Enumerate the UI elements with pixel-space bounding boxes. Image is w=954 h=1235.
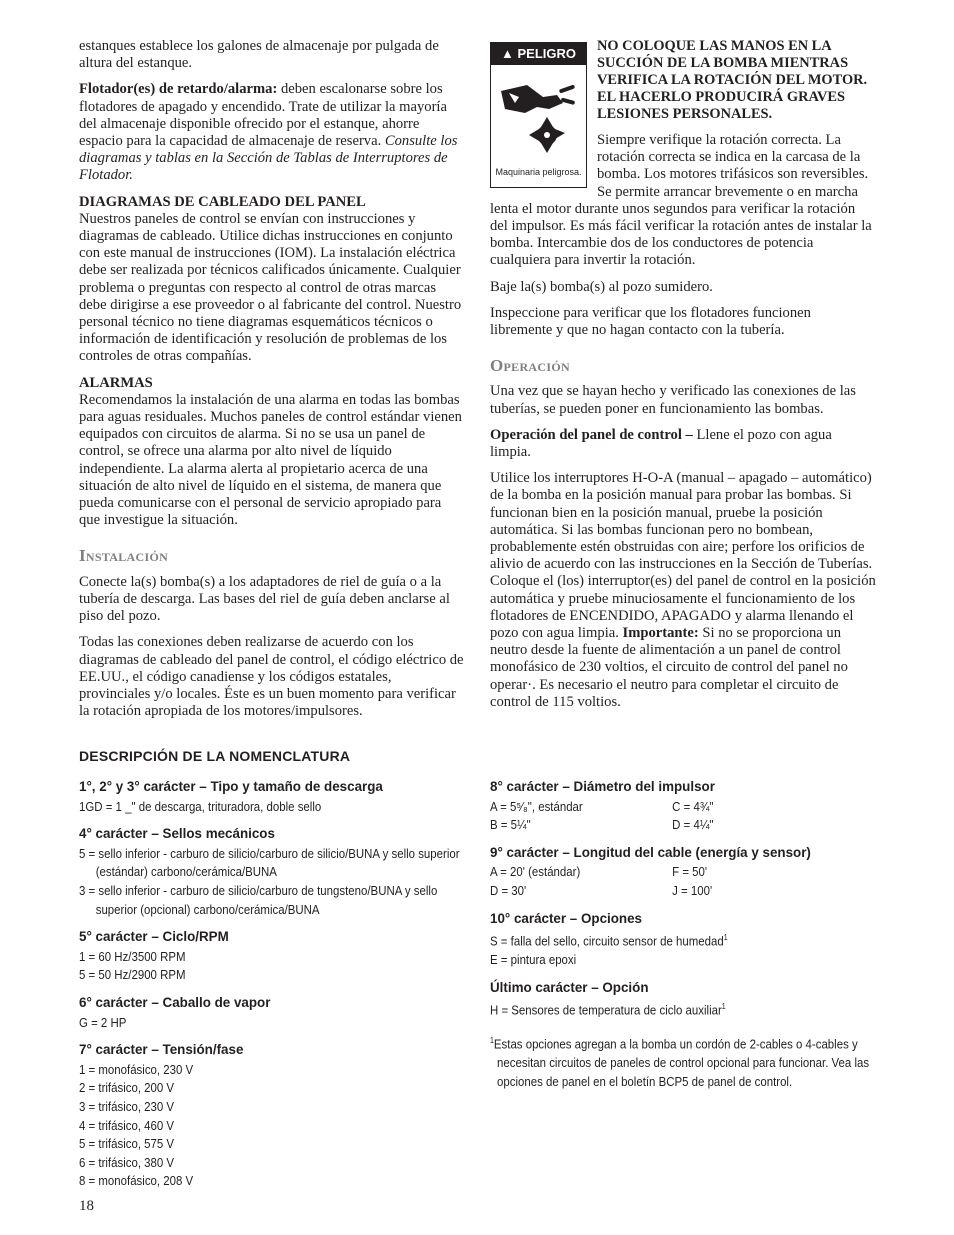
control-panel-operation-text: Llene el pozo con agua limpia.	[490, 426, 832, 461]
options-group	[490, 910, 890, 970]
nomenclature-group	[79, 928, 479, 985]
nomenclature-right-column	[490, 778, 890, 1091]
danger-banner	[491, 43, 586, 65]
page-number: 18	[79, 1198, 94, 1214]
group-line: 3 = sello inferior - carburo de silicio/carburo de tungsteno/BUNA y sello superior (opcional) carbono/cerámica/BUNA	[79, 882, 438, 917]
impeller-option: D = 4¼"	[672, 817, 714, 833]
group-heading: 1°, 2° y 3° carácter – Tipo y tamaño de descarga	[79, 779, 383, 794]
footnote-text: Estas opciones agregan a la bomba un cordón de 2-cables o 4-cables y necesitan circuitos de paneles de control opcional para funcionar. Vea las opciones de panel en el boletín BCP5 de panel de control.	[493, 1036, 870, 1089]
group-line: 6 = trifásico, 380 V	[79, 1154, 175, 1170]
nomenclature-title: DESCRIPCIÓN DE LA NOMENCLATURA	[79, 748, 351, 764]
nomenclature-group	[79, 778, 479, 816]
operation-paragraph-1: Una vez que se hayan hecho y verificado las conexiones de las tuberías, se pueden poner en funcionamiento las bombas.	[490, 383, 856, 417]
cable-option: J = 100'	[672, 882, 713, 898]
cable-option: D = 30'	[490, 882, 527, 898]
hoa-text: Utilice los interruptores H-O-A (manual – apagado – automático) de la bomba en la posición manual para probar las bombas. Si funcionan bien en la posición manual, pruebe la posición automática. Si las bombas funcionan pero no bombean, probablemente estén obstruidas con aire; perfore los orificios de alivio de acuerdo con las instrucciones en la Sección de Tuberías. Coloque el (los) interruptor(es) del panel de control en la posición automática y pruebe minuciosamente el funcionamiento de los flotadores de ENCENDIDO, APAGADO y alarma llenando el pozo con agua limpia.	[490, 470, 876, 642]
danger-warning-box	[490, 42, 587, 188]
cable-option: A = 20' (estándar)	[490, 864, 581, 880]
installation-paragraph-2: Todas las conexiones deben realizarse de acuerdo con los diagramas de cableado del panel de control, el código eléctrico de EE.UU., el código canadiense y los códigos estatales, provinciales y/o locales. Éste es un buen momento para verificar la rotación apropiada de los motores/impulsores.	[79, 634, 464, 720]
nomenclature-group	[79, 825, 479, 919]
group-line: 5 = trifásico, 575 V	[79, 1136, 175, 1152]
operation-paragraph-2	[490, 427, 876, 461]
group-line: 1 = 60 Hz/3500 RPM	[79, 948, 186, 964]
control-panel-operation-label: Operación del panel de control –	[490, 426, 693, 443]
group-line: 8 = monofásico, 208 V	[79, 1173, 194, 1189]
group-line: 5 = 50 Hz/2900 RPM	[79, 967, 186, 983]
impeller-heading: 8° carácter – Diámetro del impulsor	[490, 779, 715, 794]
operation-paragraph-3	[490, 470, 876, 711]
cable-row	[490, 882, 842, 901]
wiring-heading: DIAGRAMAS DE CABLEADO DEL PANEL	[79, 193, 366, 210]
right-column	[490, 38, 876, 720]
group-line: 1 = monofásico, 230 V	[79, 1061, 194, 1077]
rotation-paragraph: Siempre verifique la rotación correcta. La rotación correcta se indica en la carcasa de la bomba. Los motores trifásicos son reversibles. Se permite arrancar brevemente o en marcha lenta el motor durante unos segundos para verificar la rotación del impulsor. Es más fácil verificar la rotación antes de instalar la bomba. Intercambie dos de los conductores de potencia cualquiera para invertir la rotación.	[490, 132, 872, 269]
group-line: G = 2 HP	[79, 1014, 127, 1030]
impeller-option: B = 5¼"	[490, 817, 531, 833]
nomenclature-group	[79, 994, 479, 1032]
installation-heading: Instalación	[79, 546, 169, 566]
delay-alarm-paragraph	[79, 81, 465, 184]
left-column	[79, 38, 465, 729]
group-heading: 7° carácter – Tensión/fase	[79, 1042, 244, 1058]
storage-paragraph: estanques establece los galones de almacenaje por pulgada de altura del estanque.	[79, 38, 439, 72]
group-line: 3 = trifásico, 230 V	[79, 1098, 175, 1114]
nomenclature-section	[79, 748, 899, 1189]
footnote-marker: 1	[721, 1002, 726, 1012]
impeller-group	[490, 778, 890, 835]
temperature-sensor-option: H = Sensores de temperatura de ciclo auxiliar	[490, 1002, 722, 1018]
lower-pump-paragraph: Baje la(s) bomba(s) al pozo sumidero.	[490, 278, 713, 295]
options-line	[490, 929, 842, 951]
group-line: 1GD = 1 _" de descarga, trituradora, doble sello	[79, 798, 322, 814]
cable-group	[490, 844, 890, 901]
installation-paragraph-1: Conecte la(s) bomba(s) a los adaptadores de riel de guía o a la tubería de descarga. Las bases del riel de guía deben anclarse al piso del pozo.	[79, 573, 450, 625]
delay-alarm-italic: Consulte los diagramas y tablas en la Sección de Tablas de Interruptores de Flotador.	[79, 133, 458, 184]
options-line: E = pintura epoxi	[490, 952, 577, 968]
group-heading: 4° carácter – Sellos mecánicos	[79, 826, 275, 842]
group-line: 4 = trifásico, 460 V	[79, 1117, 175, 1133]
nomenclature-group	[79, 1041, 479, 1191]
last-option-group	[490, 979, 890, 1021]
last-option-line	[490, 998, 842, 1020]
group-heading: 6° carácter – Caballo de vapor	[79, 994, 271, 1010]
cable-heading: 9° carácter – Longitud del cable (energía y sensor)	[490, 844, 811, 860]
options-heading: 10° carácter – Opciones	[490, 910, 642, 926]
delay-alarm-label: Flotador(es) de retardo/alarma:	[79, 81, 278, 98]
footnote-marker: 1	[490, 1036, 494, 1046]
alarms-paragraph: Recomendamos la instalación de una alarma en todas las bombas para aguas residuales. Muchos paneles de control estándar vienen equipados con circuitos de alarma. Si no se usa un panel de control, se ofrece una alarma por alto nivel de líquido independiente. La alarma alerta al propietario acerca de una situación de alto nivel de líquido en el sistema, de manera que pueda comunicarse con el personal de servicio apropiado para que investigue la situación.	[79, 391, 462, 529]
neutral-text: Si no se proporciona un neutro desde la fuente de alimentación a un panel de control monofásico de 230 voltios, el circuito de control del panel no operar·. Es necesario el neutro para completar el circuito de control de 115 voltios.	[490, 625, 848, 710]
seal-fail-option: S = falla del sello, circuito sensor de humedad	[490, 933, 724, 949]
important-label: Importante:	[622, 625, 699, 642]
group-line: 2 = trifásico, 200 V	[79, 1080, 175, 1096]
alarms-heading: ALARMAS	[79, 374, 153, 391]
danger-caption: Maquinaria peligrosa.	[495, 166, 582, 177]
danger-warning-text: NO COLOQUE LAS MANOS EN LA SUCCIÓN DE LA BOMBA MIENTRAS VERIFICA LA ROTACIÓN DEL MOTOR. EL HACERLO PRODUCIRÁ GRAVES LESIONES PERSONALES.	[597, 38, 868, 122]
group-line: 5 = sello inferior - carburo de silicio/carburo de silicio/BUNA y sello superior (estándar) carbono/cerámica/BUNA	[79, 845, 460, 880]
impeller-option: C = 4¾"	[672, 798, 714, 814]
danger-label: PELIGRO	[517, 46, 576, 61]
hand-in-impeller-icon	[497, 73, 579, 163]
nomenclature-left-column	[79, 778, 479, 1200]
wiring-paragraph: Nuestros paneles de control se envían con instrucciones y diagramas de cableado. Utilice dichas instrucciones en conjunto con este manual de instrucciones (IOM). La instalación eléctrica debe ser realizada por técnicos calificados únicamente. Cualquier problema o preguntas con respecto al control de otras marcas debe dirigirse a ese proveedor o al fabricante del control. Nuestro personal técnico no tiene diagramas esquemáticos técnicos o información de identificación y resolución de problemas de los controles de otras compañías.	[79, 210, 462, 365]
warning-triangle-icon: ▲	[500, 46, 514, 61]
cable-row	[490, 863, 842, 882]
impeller-row	[490, 816, 842, 835]
inspect-floats-paragraph: Inspeccione para verificar que los flotadores funcionen libremente y que no hagan contacto con la tubería.	[490, 304, 811, 339]
impeller-option: A = 5⁵⁄₈", estándar	[490, 798, 583, 814]
last-option-heading: Último carácter – Opción	[490, 979, 649, 995]
cable-option: F = 50'	[672, 864, 708, 880]
group-heading: 5° carácter – Ciclo/RPM	[79, 929, 229, 945]
delay-alarm-text: deben escalonarse sobre los flotadores de apagado y encendido. Trate de utilizar la mayoría del almacenaje disponible ofrecido por el estanque, ahorre espacio para la capacidad de almacenaje de reserva.	[79, 81, 447, 150]
operation-heading: Operación	[490, 356, 570, 376]
footnote-marker: 1	[723, 933, 728, 943]
impeller-row	[490, 798, 842, 817]
footnote	[490, 1032, 884, 1091]
